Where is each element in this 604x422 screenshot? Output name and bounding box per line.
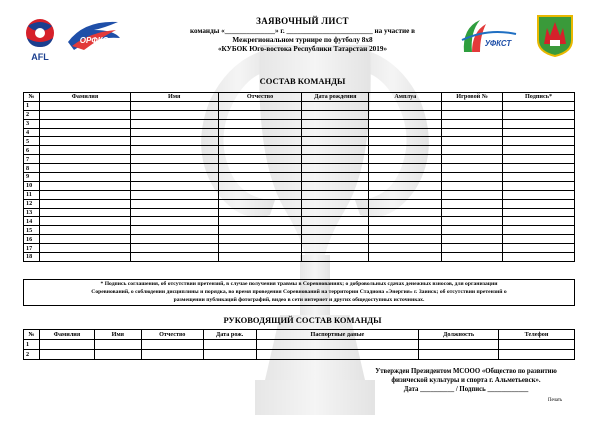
- team-line: команды «______________» г. ________________________ на участие в: [189, 27, 416, 35]
- row-number: 8: [24, 164, 40, 173]
- empty-cell[interactable]: [369, 119, 442, 128]
- empty-cell[interactable]: [256, 340, 419, 350]
- table-row: [24, 119, 575, 128]
- empty-cell[interactable]: [442, 155, 503, 164]
- note-line: * Подпись соглашения, об отсутствии претензий, в случае получения травмы в Соревнованиях; о добровольных сдачах денежных взносов, для организации: [100, 281, 498, 287]
- table-header-row: [24, 93, 575, 102]
- column-header: Игровой №: [442, 93, 503, 102]
- tournament-line: Межрегиональном турнире по футболу 8x8: [232, 36, 373, 44]
- empty-cell[interactable]: [302, 155, 369, 164]
- column-header: Должность: [419, 330, 499, 340]
- column-header: Имя: [94, 330, 141, 340]
- empty-cell[interactable]: [442, 190, 503, 199]
- empty-cell[interactable]: [302, 101, 369, 110]
- table-row: [24, 181, 575, 190]
- row-number: 14: [24, 217, 40, 226]
- empty-cell[interactable]: [442, 146, 503, 155]
- table-row: [24, 340, 575, 350]
- empty-cell[interactable]: [302, 217, 369, 226]
- empty-cell[interactable]: [130, 110, 218, 119]
- form-title: ЗАЯВОЧНЫЙ ЛИСТ: [256, 16, 349, 26]
- table-row: [24, 128, 575, 137]
- empty-cell[interactable]: [130, 217, 218, 226]
- empty-cell[interactable]: [39, 350, 94, 360]
- empty-cell[interactable]: [302, 235, 369, 244]
- empty-cell[interactable]: [442, 181, 503, 190]
- empty-cell[interactable]: [442, 101, 503, 110]
- empty-cell[interactable]: [203, 350, 256, 360]
- empty-cell[interactable]: [94, 340, 141, 350]
- empty-cell[interactable]: [218, 164, 302, 173]
- empty-cell[interactable]: [130, 190, 218, 199]
- empty-cell[interactable]: [218, 155, 302, 164]
- empty-cell[interactable]: [302, 244, 369, 253]
- empty-cell[interactable]: [442, 253, 503, 262]
- column-header: Фамилия: [39, 330, 94, 340]
- empty-cell[interactable]: [256, 350, 419, 360]
- staff-table: [23, 329, 575, 360]
- empty-cell[interactable]: [141, 350, 203, 360]
- table-row: [24, 208, 575, 217]
- empty-cell[interactable]: [302, 128, 369, 137]
- empty-cell[interactable]: [503, 181, 575, 190]
- table-row: [24, 199, 575, 208]
- empty-cell[interactable]: [39, 253, 130, 262]
- column-header: Отчество: [141, 330, 203, 340]
- empty-cell[interactable]: [419, 350, 499, 360]
- table-row: [24, 244, 575, 253]
- empty-cell[interactable]: [218, 173, 302, 182]
- empty-cell[interactable]: [130, 137, 218, 146]
- empty-cell[interactable]: [94, 350, 141, 360]
- table-row: [24, 110, 575, 119]
- row-number: 5: [24, 137, 40, 146]
- empty-cell[interactable]: [369, 110, 442, 119]
- empty-cell[interactable]: [39, 190, 130, 199]
- table-row: [24, 350, 575, 360]
- empty-cell[interactable]: [442, 208, 503, 217]
- empty-cell[interactable]: [39, 340, 94, 350]
- empty-cell[interactable]: [369, 235, 442, 244]
- empty-cell[interactable]: [503, 235, 575, 244]
- empty-cell[interactable]: [218, 226, 302, 235]
- empty-cell[interactable]: [442, 164, 503, 173]
- empty-cell[interactable]: [39, 101, 130, 110]
- empty-cell[interactable]: [503, 226, 575, 235]
- column-header: Телефон: [499, 330, 575, 340]
- row-number: 9: [24, 173, 40, 182]
- empty-cell[interactable]: [302, 173, 369, 182]
- empty-cell[interactable]: [39, 137, 130, 146]
- empty-cell[interactable]: [302, 110, 369, 119]
- empty-cell[interactable]: [39, 217, 130, 226]
- column-header: Отчество: [218, 93, 302, 102]
- empty-cell[interactable]: [130, 253, 218, 262]
- empty-cell[interactable]: [39, 173, 130, 182]
- row-number: 18: [24, 253, 40, 262]
- table-row: [24, 226, 575, 235]
- approval-line: Утвержден Президентом МСООО «Общество по развитию: [375, 368, 557, 375]
- empty-cell[interactable]: [130, 199, 218, 208]
- row-number: 13: [24, 208, 40, 217]
- empty-cell[interactable]: [218, 199, 302, 208]
- orfks-logo: [64, 16, 122, 54]
- team-section-title: СОСТАВ КОМАНДЫ: [259, 76, 346, 86]
- empty-cell[interactable]: [130, 235, 218, 244]
- empty-cell[interactable]: [218, 208, 302, 217]
- row-number: 12: [24, 199, 40, 208]
- table-row: [24, 146, 575, 155]
- empty-cell[interactable]: [39, 164, 130, 173]
- empty-cell[interactable]: [499, 340, 575, 350]
- empty-cell[interactable]: [499, 350, 575, 360]
- empty-cell[interactable]: [369, 217, 442, 226]
- empty-cell[interactable]: [442, 128, 503, 137]
- empty-cell[interactable]: [302, 137, 369, 146]
- empty-cell[interactable]: [39, 199, 130, 208]
- empty-cell[interactable]: [302, 226, 369, 235]
- empty-cell[interactable]: [218, 217, 302, 226]
- table-row: [24, 217, 575, 226]
- empty-cell[interactable]: [503, 155, 575, 164]
- empty-cell[interactable]: [39, 235, 130, 244]
- column-header: Фамилия: [39, 93, 130, 102]
- empty-cell[interactable]: [130, 226, 218, 235]
- empty-cell[interactable]: [369, 128, 442, 137]
- row-number: 17: [24, 244, 40, 253]
- cup-name: «КУБОК Юго-востока Республики Татарстан 2019»: [217, 45, 388, 53]
- row-number: 6: [24, 146, 40, 155]
- empty-cell[interactable]: [218, 137, 302, 146]
- empty-cell[interactable]: [218, 244, 302, 253]
- empty-cell[interactable]: [218, 235, 302, 244]
- empty-cell[interactable]: [39, 119, 130, 128]
- empty-cell[interactable]: [369, 155, 442, 164]
- column-header: Дата рож.: [203, 330, 256, 340]
- empty-cell[interactable]: [503, 199, 575, 208]
- empty-cell[interactable]: [218, 110, 302, 119]
- empty-cell[interactable]: [302, 190, 369, 199]
- empty-cell[interactable]: [442, 173, 503, 182]
- row-number: 10: [24, 181, 40, 190]
- team-roster-table: [23, 92, 575, 262]
- empty-cell[interactable]: [302, 199, 369, 208]
- row-number: 4: [24, 128, 40, 137]
- empty-cell[interactable]: [130, 128, 218, 137]
- table-row: [24, 173, 575, 182]
- ufkst-logo-text: УФКСТ: [484, 39, 512, 48]
- empty-cell[interactable]: [218, 190, 302, 199]
- table-row: [24, 164, 575, 173]
- consent-note: [23, 279, 575, 306]
- empty-cell[interactable]: [39, 146, 130, 155]
- stamp-label: Печать: [548, 398, 563, 403]
- empty-cell[interactable]: [141, 340, 203, 350]
- empty-cell[interactable]: [442, 199, 503, 208]
- empty-cell[interactable]: [130, 146, 218, 155]
- empty-cell[interactable]: [218, 181, 302, 190]
- table-row: [24, 235, 575, 244]
- empty-cell[interactable]: [369, 173, 442, 182]
- note-line: Соревнований, о соблюдении дисциплины и порядка, во время проведения Соревнований на территории Стадиона «Энергия» г. Заинск; об отсутствии претензий о: [91, 289, 507, 295]
- note-line: размещении публикаций фотографий, видео в сети интернет и других общедоступных источниках.: [173, 297, 425, 303]
- approval-line: физической культуры и спорта г. Альметьевск».: [391, 377, 541, 384]
- table-row: [24, 253, 575, 262]
- row-number: 15: [24, 226, 40, 235]
- empty-cell[interactable]: [503, 146, 575, 155]
- row-number: 7: [24, 155, 40, 164]
- empty-cell[interactable]: [39, 155, 130, 164]
- column-header: Паспортные даные: [256, 330, 419, 340]
- empty-cell[interactable]: [302, 164, 369, 173]
- empty-cell[interactable]: [369, 181, 442, 190]
- empty-cell[interactable]: [442, 110, 503, 119]
- empty-cell[interactable]: [302, 119, 369, 128]
- empty-cell[interactable]: [130, 208, 218, 217]
- empty-cell[interactable]: [369, 208, 442, 217]
- row-number: 2: [24, 350, 40, 360]
- column-header: Подпись*: [503, 93, 575, 102]
- afl-logo: [20, 16, 60, 64]
- empty-cell[interactable]: [503, 164, 575, 173]
- empty-cell[interactable]: [503, 190, 575, 199]
- city-crest-icon: [536, 14, 574, 58]
- column-header: Амплуа: [369, 93, 442, 102]
- empty-cell[interactable]: [442, 244, 503, 253]
- empty-cell[interactable]: [369, 137, 442, 146]
- empty-cell[interactable]: [130, 155, 218, 164]
- empty-cell[interactable]: [503, 128, 575, 137]
- empty-cell[interactable]: [369, 190, 442, 199]
- empty-cell[interactable]: [369, 253, 442, 262]
- empty-cell[interactable]: [218, 101, 302, 110]
- empty-cell[interactable]: [39, 208, 130, 217]
- empty-cell[interactable]: [503, 110, 575, 119]
- empty-cell[interactable]: [218, 146, 302, 155]
- row-number: 3: [24, 119, 40, 128]
- empty-cell[interactable]: [442, 137, 503, 146]
- empty-cell[interactable]: [419, 340, 499, 350]
- empty-cell[interactable]: [503, 217, 575, 226]
- empty-cell[interactable]: [442, 119, 503, 128]
- empty-cell[interactable]: [503, 244, 575, 253]
- afl-logo-text: AFL: [31, 52, 49, 62]
- empty-cell[interactable]: [442, 217, 503, 226]
- column-header: Имя: [130, 93, 218, 102]
- column-header: №: [24, 330, 40, 340]
- empty-cell[interactable]: [503, 137, 575, 146]
- row-number: 1: [24, 101, 40, 110]
- date-signature-line: Дата __________ / Подпись ____________: [403, 386, 529, 393]
- empty-cell[interactable]: [218, 253, 302, 262]
- empty-cell[interactable]: [130, 101, 218, 110]
- empty-cell[interactable]: [369, 164, 442, 173]
- empty-cell[interactable]: [503, 119, 575, 128]
- empty-cell[interactable]: [442, 226, 503, 235]
- column-header: Дата рождения: [302, 93, 369, 102]
- empty-cell[interactable]: [39, 181, 130, 190]
- empty-cell[interactable]: [39, 110, 130, 119]
- empty-cell[interactable]: [369, 244, 442, 253]
- empty-cell[interactable]: [369, 199, 442, 208]
- empty-cell[interactable]: [218, 128, 302, 137]
- row-number: 1: [24, 340, 40, 350]
- empty-cell[interactable]: [203, 340, 256, 350]
- empty-cell[interactable]: [130, 244, 218, 253]
- table-header-row: [24, 330, 575, 340]
- empty-cell[interactable]: [302, 146, 369, 155]
- row-number: 11: [24, 190, 40, 199]
- table-row: [24, 155, 575, 164]
- empty-cell[interactable]: [218, 119, 302, 128]
- empty-cell[interactable]: [442, 235, 503, 244]
- empty-cell[interactable]: [302, 208, 369, 217]
- empty-cell[interactable]: [39, 128, 130, 137]
- empty-cell[interactable]: [130, 119, 218, 128]
- table-row: [24, 101, 575, 110]
- team-table-body: [24, 101, 575, 261]
- orfks-logo-text: ОРФКС: [79, 36, 109, 45]
- row-number: 2: [24, 110, 40, 119]
- empty-cell[interactable]: [130, 181, 218, 190]
- table-row: [24, 190, 575, 199]
- empty-cell[interactable]: [39, 244, 130, 253]
- empty-cell[interactable]: [503, 101, 575, 110]
- empty-cell[interactable]: [39, 226, 130, 235]
- staff-section-title: РУКОВОДЯЩИЙ СОСТАВ КОМАНДЫ: [223, 315, 382, 325]
- empty-cell[interactable]: [503, 208, 575, 217]
- column-header: №: [24, 93, 40, 102]
- empty-cell[interactable]: [302, 181, 369, 190]
- table-row: [24, 137, 575, 146]
- empty-cell[interactable]: [369, 226, 442, 235]
- empty-cell[interactable]: [503, 253, 575, 262]
- empty-cell[interactable]: [369, 146, 442, 155]
- row-number: 16: [24, 235, 40, 244]
- staff-table-body: [24, 340, 575, 360]
- empty-cell[interactable]: [503, 173, 575, 182]
- empty-cell[interactable]: [130, 164, 218, 173]
- empty-cell[interactable]: [302, 253, 369, 262]
- empty-cell[interactable]: [130, 173, 218, 182]
- empty-cell[interactable]: [369, 101, 442, 110]
